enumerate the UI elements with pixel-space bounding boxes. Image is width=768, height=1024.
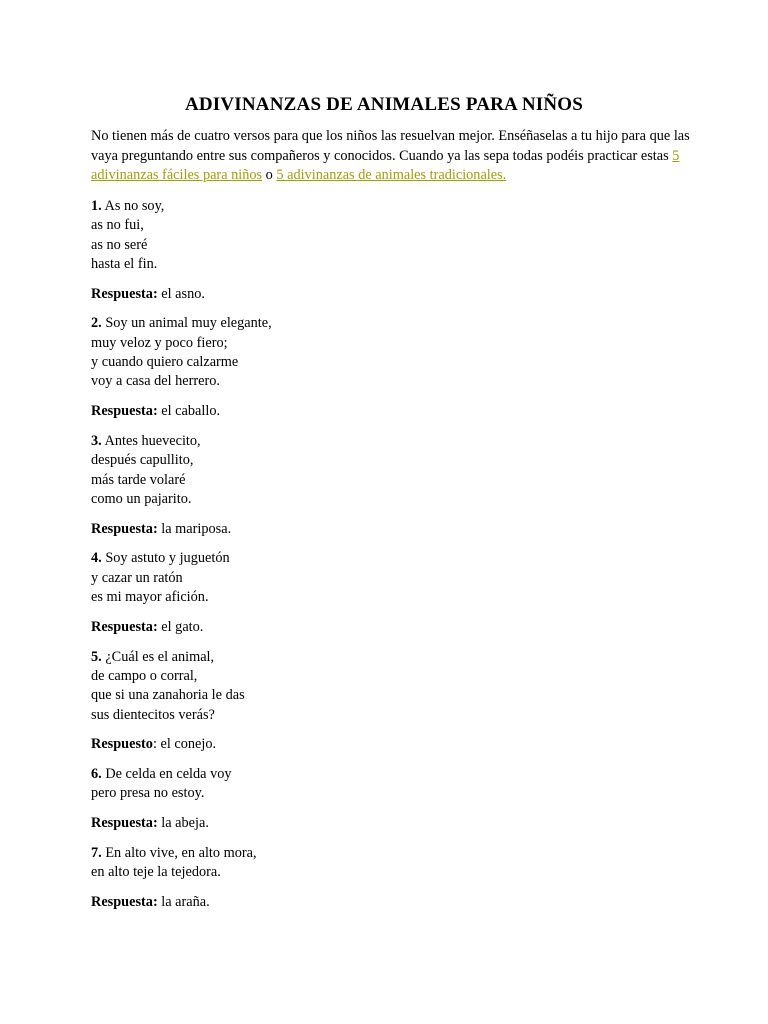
answer-text: el caballo. (157, 403, 221, 420)
answer-text: la mariposa. (157, 520, 232, 537)
answer-text: la araña. (157, 894, 210, 911)
link-traditional-riddles[interactable]: 5 adivinanzas de animales tradicionales. (276, 167, 507, 184)
verse-line: Soy astuto y juguetón (105, 550, 230, 567)
riddle-answer (91, 520, 691, 539)
link-easy-riddles[interactable]: 5 adivinanzas fáciles para niños (91, 147, 680, 184)
verse-line: As no soy, (104, 198, 165, 214)
riddle-7 (91, 844, 691, 912)
answer-label: Respuesta: (91, 285, 158, 302)
riddle-number: 6. (91, 766, 102, 783)
riddle-number: 7. (91, 845, 102, 862)
answer-text: : el conejo. (152, 736, 217, 753)
riddle-answer (91, 618, 691, 637)
verse-line: ¿Cuál es el animal, (105, 648, 215, 665)
page-title: ADIVINANZAS DE ANIMALES PARA NIÑOS (184, 94, 584, 115)
riddle-number: 4. (91, 550, 102, 567)
riddle-3 (91, 432, 691, 539)
verse-line: más tarde volaré (91, 471, 186, 488)
riddle-number: 2. (91, 315, 102, 332)
answer-label: Respuesta: (91, 520, 158, 537)
riddle-verses (91, 844, 691, 883)
riddle-answer (91, 893, 691, 912)
answer-text: la abeja. (157, 815, 209, 832)
verse-line: En alto vive, en alto mora, (105, 845, 257, 862)
riddle-number: 3. (91, 432, 102, 449)
intro-paragraph (91, 127, 701, 186)
riddle-answer (91, 735, 691, 754)
verse-line: y cuando quiero calzarme (91, 354, 239, 371)
verse-line: De celda en celda voy (105, 766, 232, 783)
riddle-1 (91, 197, 691, 304)
riddle-2 (91, 314, 691, 421)
riddle-number: 1. (91, 198, 102, 214)
verse-line: es mi mayor afición. (91, 589, 209, 606)
riddle-verses (91, 314, 691, 391)
verse-line: como un pajarito. (91, 490, 192, 507)
answer-text: el asno. (157, 285, 205, 302)
verse-line: pero presa no estoy. (91, 785, 205, 802)
verse-line: voy a casa del herrero. (91, 373, 221, 390)
verse-line: Antes huevecito, (104, 432, 201, 449)
intro-text: No tienen más de cuatro versos para que los niños las resuelvan mejor. Enséñaselas a tu hijo para que las vaya preguntando entre sus compañeros y conocidos. Cuando ya las sepa todas podéis practicar estas (91, 128, 690, 164)
riddle-verses (91, 648, 691, 725)
riddle-answer (91, 285, 691, 304)
riddle-verses (91, 765, 691, 804)
answer-label: Respuesta: (91, 618, 158, 635)
verse-line: as no seré (91, 236, 148, 253)
intro-connector: o (262, 167, 277, 184)
verse-line: Soy un animal muy elegante, (105, 315, 272, 332)
verse-line: que si una zanahoria le das (91, 687, 245, 704)
verse-line: en alto teje la tejedora. (91, 864, 221, 881)
verse-line: muy veloz y poco fiero; (91, 334, 228, 351)
riddle-list (91, 197, 691, 923)
riddle-6 (91, 765, 691, 833)
verse-line: de campo o corral, (91, 667, 198, 684)
verse-line: después capullito, (91, 452, 194, 469)
riddle-verses (91, 197, 691, 274)
answer-label: Respuesta: (91, 403, 158, 420)
answer-label: Respuesta: (91, 894, 158, 911)
verse-line: hasta el fin. (91, 255, 158, 272)
riddle-verses (91, 432, 691, 509)
verse-line: as no fui, (91, 217, 144, 234)
verse-line: y cazar un ratón (91, 569, 183, 586)
riddle-answer (91, 402, 691, 421)
riddle-verses (91, 549, 691, 607)
verse-line: sus dientecitos verás? (91, 706, 215, 723)
riddle-4 (91, 549, 691, 637)
riddle-5 (91, 648, 691, 755)
riddle-answer (91, 814, 691, 833)
riddle-number: 5. (91, 648, 102, 665)
answer-label: Respuesto (91, 736, 153, 753)
answer-text: el gato. (157, 618, 204, 635)
answer-label: Respuesta: (91, 815, 158, 832)
